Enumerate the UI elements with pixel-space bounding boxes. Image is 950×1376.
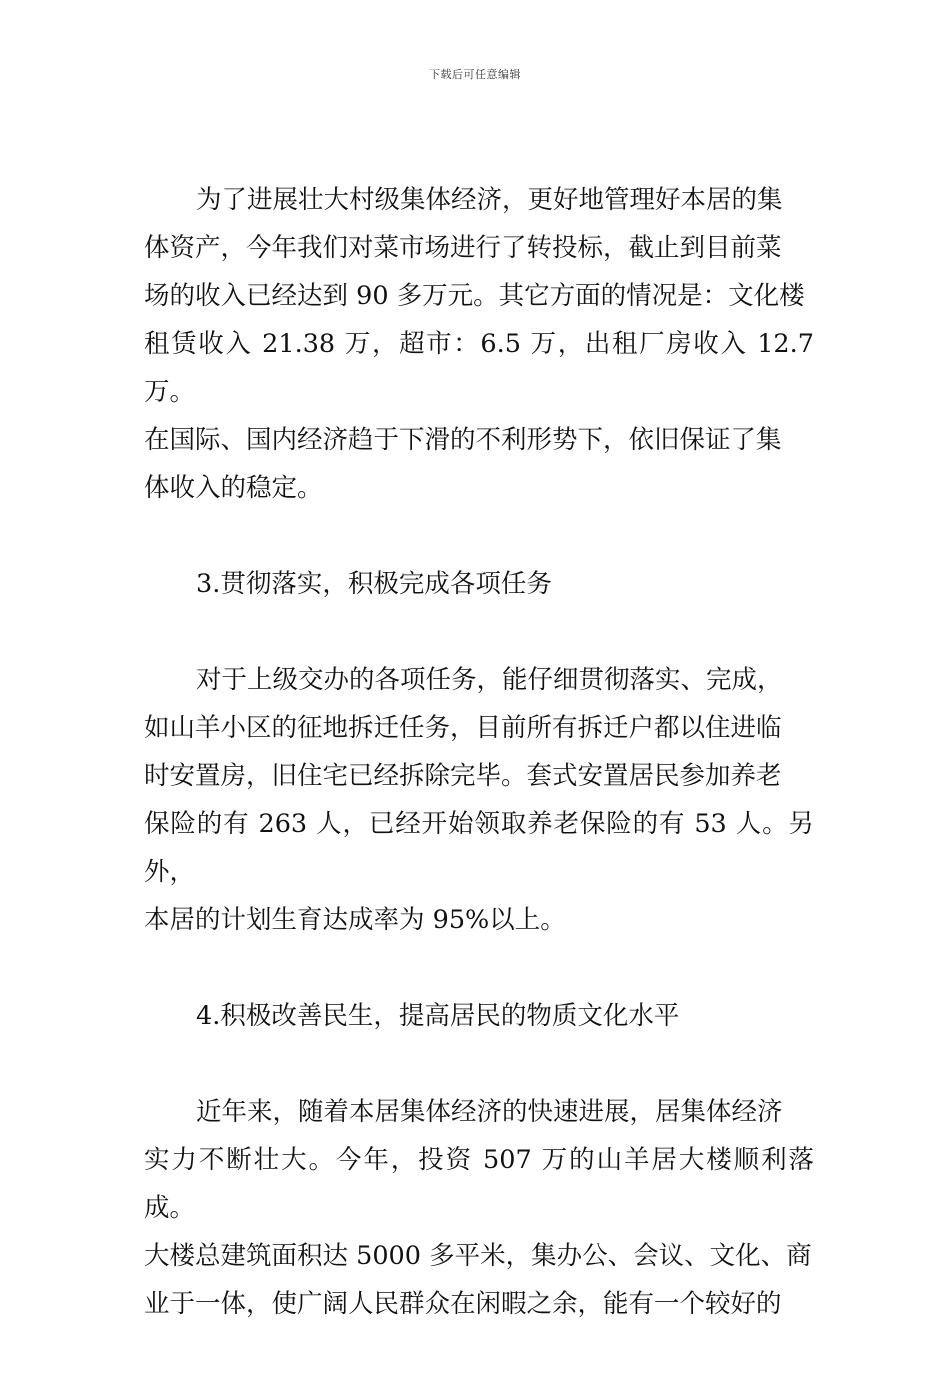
text-line: 体资产，今年我们对菜市场进行了转投标，截止到目前菜 [144, 233, 782, 263]
text-line: 时安置房，旧住宅已经拆除完毕。套式安置居民参加养老 [144, 761, 782, 791]
text-line: 实力不断壮大。今年，投资 507 万的山羊居大楼顺利落成。 [144, 1145, 814, 1223]
text-line: 近年来，随着本居集体经济的快速进展，居集体经济 [196, 1097, 783, 1127]
text-line: 租赁收入 21.38 万，超市：6.5 万，出租厂房收入 12.7 万。 [144, 329, 814, 407]
section-heading-3: 3.贯彻落实，积极完成各项任务 [196, 569, 552, 599]
paragraph-livelihood [144, 1088, 814, 1328]
text-line: 如山羊小区的征地拆迁任务，目前所有拆迁户都以住进临 [144, 713, 782, 743]
paragraph-collective-economy [144, 176, 814, 512]
text-line: 在国际、国内经济趋于下滑的不利形势下，依旧保证了集 [144, 425, 782, 455]
text-line: 大楼总建筑面积达 5000 多平米，集办公、会议、文化、商 [144, 1241, 812, 1271]
text-line: 场的收入已经达到 90 多万元。其它方面的情况是：文化楼 [144, 281, 805, 311]
section-heading-4: 4.积极改善民生，提高居民的物质文化水平 [196, 1001, 680, 1031]
page-header: 下载后可任意编辑 [429, 68, 521, 81]
text-line: 为了进展壮大村级集体经济，更好地管理好本居的集 [196, 185, 783, 215]
text-line: 对于上级交办的各项任务，能仔细贯彻落实、完成， [196, 665, 783, 695]
text-line: 本居的计划生育达成率为 95%以上。 [144, 905, 566, 935]
text-line: 业于一体，使广阔人民群众在闲暇之余，能有一个较好的 [144, 1289, 782, 1319]
paragraph-tasks [144, 656, 814, 944]
text-line: 体收入的稳定。 [144, 473, 323, 503]
document-body [144, 176, 814, 1376]
text-line: 保险的有 263 人，已经开始领取养老保险的有 53 人。另外， [144, 809, 814, 887]
